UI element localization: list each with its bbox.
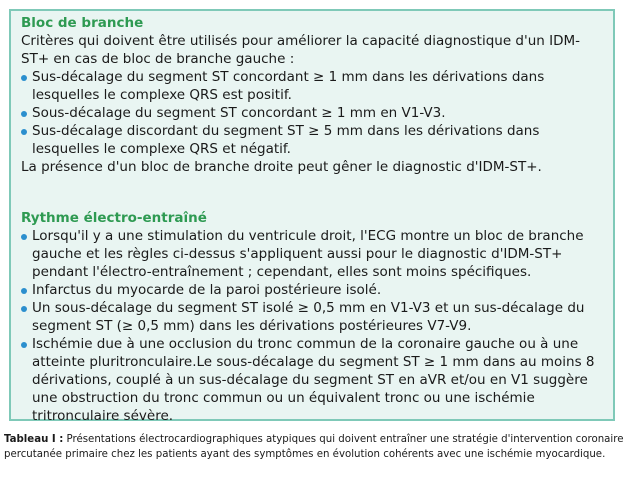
list-item-text: Infarctus du myocarde de la paroi postérieure isolé.: [32, 282, 382, 298]
section-footer: La présence d'un bloc de branche droite peut gêner le diagnostic d'IDM-ST+.: [21, 159, 542, 175]
list-item-text: Ischémie due à une occlusion du tronc commun de la coronaire gauche ou à une atteinte pluritronculaire.Le sous-décalage du segment ST ≥ 1 mm dans au moins 8 dérivations, couplé à un sus-décalage du segment ST en aVR et/ou en V1 suggère une obstruction du tronc commun ou un équivalent tronc ou une ischémie tritronculaire sévère.: [32, 336, 595, 424]
list-item: [21, 122, 605, 158]
bullet-icon: [21, 288, 27, 294]
bullet-icon: [21, 111, 27, 117]
bullet-icon: [21, 129, 27, 135]
bullet-icon: [21, 342, 27, 348]
list-item-text: Sous-décalage du segment ST concordant ≥ 1 mm en V1-V3.: [32, 105, 446, 121]
list-item-text: Un sous-décalage du segment ST isolé ≥ 0,5 mm en V1-V3 et un sus-décalage du segment ST (≥ 0,5 mm) dans les dérivations postérieures V7-V9.: [32, 300, 585, 334]
list-item-text: Sus-décalage discordant du segment ST ≥ 5 mm dans les dérivations dans lesquelles le complexe QRS et négatif.: [32, 123, 540, 157]
list-item: [21, 68, 605, 104]
section-intro: Critères qui doivent être utilisés pour améliorer la capacité diagnostique d'un IDM-ST+ en cas de bloc de branche gauche :: [21, 33, 580, 67]
table-caption: [4, 433, 624, 462]
caption-text: Présentations électrocardiographiques atypiques qui doivent entraîner une stratégie d'intervention coronaire percutanée primaire chez les patients ayant des symptômes en évolution cohérents avec une ischémie myocardique.: [4, 434, 624, 460]
bullet-icon: [21, 75, 27, 81]
list-item: [21, 104, 605, 122]
criteria-list: [21, 68, 605, 158]
caption-label: Tableau I :: [4, 434, 64, 445]
list-item: [21, 227, 605, 281]
list-item: [21, 281, 605, 299]
list-item-text: Lorsqu'il y a une stimulation du ventricule droit, l'ECG montre un bloc de branche gauche et les règles ci-dessus s'appliquent aussi pour le diagnostic d'IDM-ST+ pendant l'électro-entraînement ; cependant, elles sont moins spécifiques.: [32, 228, 584, 280]
section-title: Rythme électro-entraîné: [21, 210, 207, 226]
bullet-icon: [21, 306, 27, 312]
list-item: [21, 335, 605, 425]
section-bloc-de-branche: [21, 14, 605, 176]
section-rythme-electro-entraine: [21, 209, 605, 425]
section-title: Bloc de branche: [21, 15, 144, 31]
criteria-list: [21, 227, 605, 425]
bullet-icon: [21, 234, 27, 240]
table-panel: [9, 9, 615, 424]
list-item: [21, 299, 605, 335]
list-item-text: Sus-décalage du segment ST concordant ≥ 1 mm dans les dérivations dans lesquelles le complexe QRS est positif.: [32, 69, 545, 103]
